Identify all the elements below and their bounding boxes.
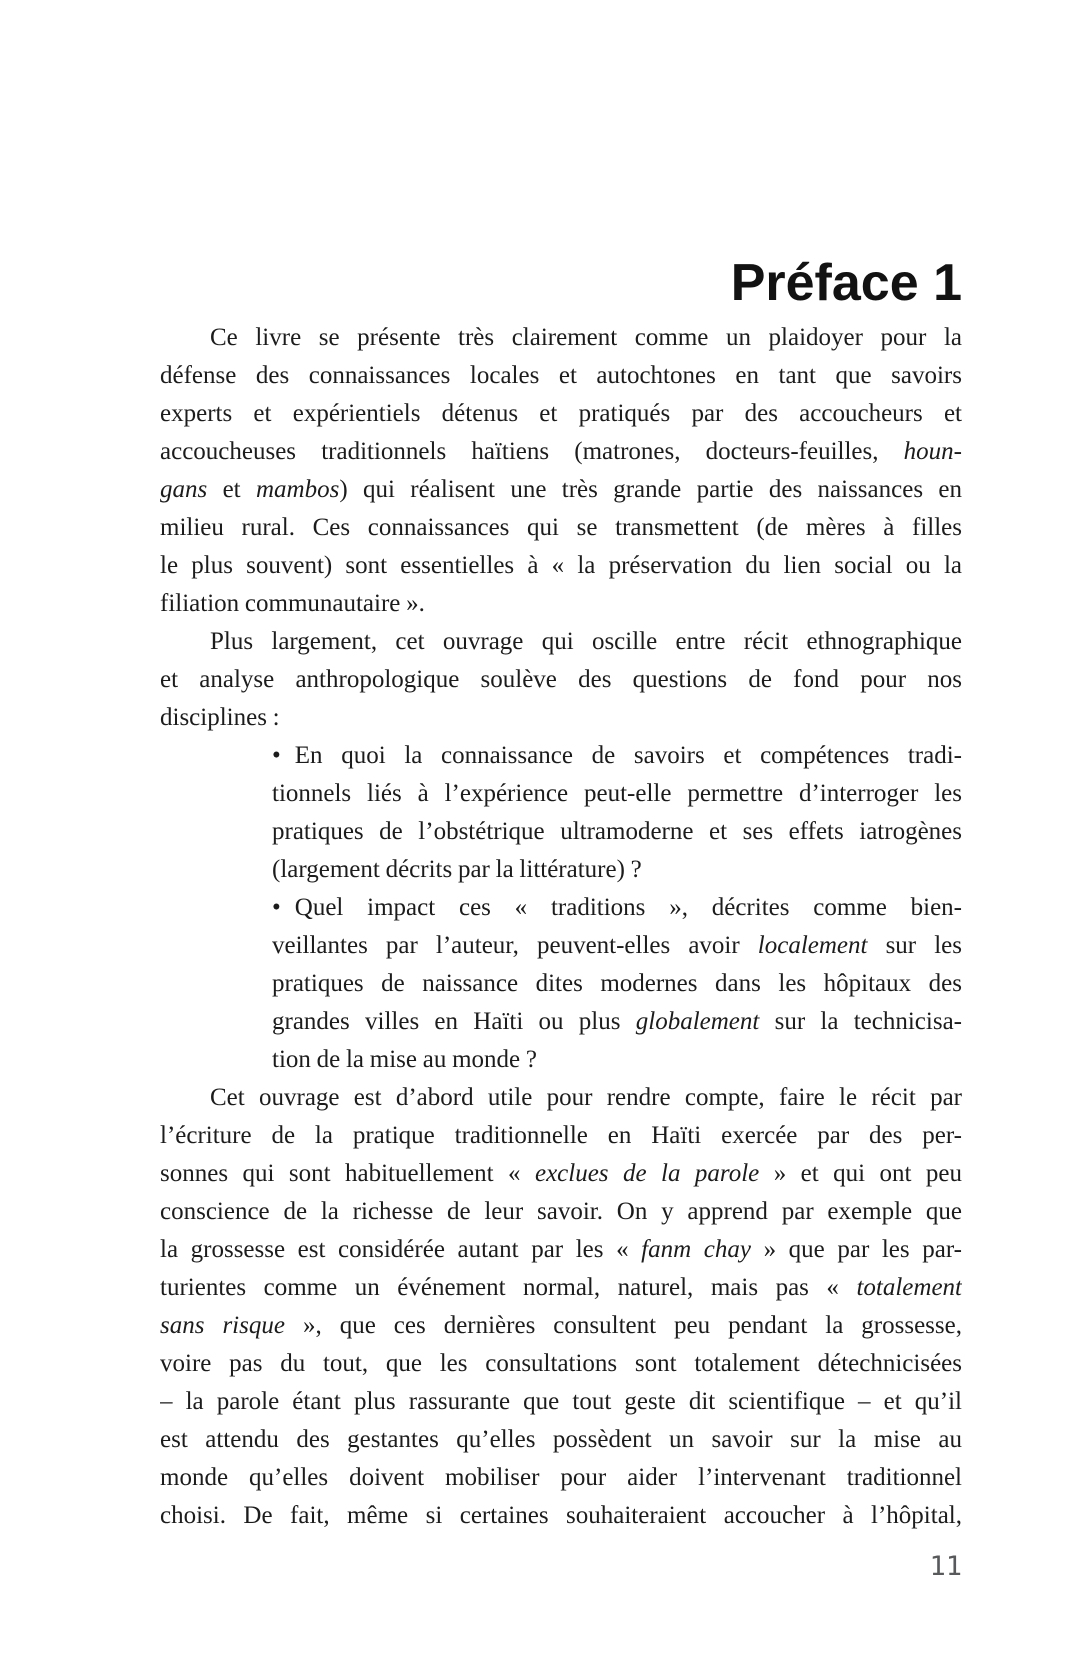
text-segment: filiation communautaire ». bbox=[160, 590, 425, 617]
text-segment: tion de la mise au monde ? bbox=[272, 1046, 537, 1073]
text-segment: défense des connaissances locales et autochtones en tant que savoirs bbox=[160, 362, 962, 389]
text-segment: est attendu des gestantes qu’elles possèdent un savoir sur la mise au bbox=[160, 1426, 962, 1453]
text-line bbox=[272, 851, 962, 889]
text-segment: sonnes qui sont habituellement « bbox=[160, 1160, 535, 1187]
text-segment: turientes comme un événement normal, naturel, mais pas « bbox=[160, 1274, 857, 1301]
text-segment: disciplines : bbox=[160, 704, 280, 731]
text-segment: » et qui ont peu bbox=[759, 1160, 962, 1187]
text-line bbox=[160, 471, 962, 509]
text-line bbox=[160, 357, 962, 395]
text-segment: voire pas du tout, que les consultations sont totalement détechnicisées bbox=[160, 1350, 962, 1377]
text-segment: pratiques de naissance dites modernes dans les hôpitaux des bbox=[272, 970, 962, 997]
italic-text: sans risque bbox=[160, 1312, 285, 1339]
text-segment: la grossesse est considérée autant par les « bbox=[160, 1236, 642, 1263]
text-line bbox=[160, 1193, 962, 1231]
bullet-item bbox=[160, 889, 962, 1079]
text-segment: et bbox=[207, 476, 256, 503]
text-line bbox=[160, 585, 962, 623]
text-segment: (largement décrits par la littérature) ? bbox=[272, 856, 642, 883]
paragraph bbox=[160, 1079, 962, 1535]
text-line bbox=[272, 737, 962, 775]
text-segment: » que par les par- bbox=[750, 1236, 962, 1263]
italic-text: houn- bbox=[903, 438, 962, 465]
text-line bbox=[272, 775, 962, 813]
text-segment: Quel impact ces « traditions », décrites comme bien- bbox=[294, 894, 962, 921]
text-segment: accoucheuses traditionnels haïtiens (matrones, docteurs-feuilles, bbox=[160, 438, 904, 465]
text-segment: tionnels liés à l’expérience peut-elle permettre d’interroger les bbox=[272, 780, 962, 807]
italic-text: exclues de la parole bbox=[534, 1160, 760, 1187]
text-line bbox=[160, 1307, 962, 1345]
text-segment: l’écriture de la pratique traditionnelle en Haïti exercée par des per- bbox=[160, 1122, 962, 1149]
page-title: Préface 1 bbox=[730, 253, 962, 312]
text-segment: conscience de la richesse de leur savoir. On y apprend par exemple que bbox=[160, 1198, 962, 1225]
bullet-item bbox=[160, 737, 962, 889]
text-line bbox=[160, 623, 962, 661]
text-segment: choisi. De fait, même si certaines souhaiteraient accoucher à l’hôpital, bbox=[160, 1502, 962, 1529]
text-segment: sur la technicisa- bbox=[759, 1008, 962, 1035]
text-segment: – la parole étant plus rassurante que tout geste dit scientifique – et qu’il bbox=[160, 1388, 962, 1415]
text-line bbox=[160, 1155, 962, 1193]
text-segment: Ce livre se présente très clairement comme un plaidoyer pour la bbox=[210, 324, 962, 351]
text-line bbox=[160, 433, 962, 471]
text-line bbox=[272, 965, 962, 1003]
text-line bbox=[160, 661, 962, 699]
text-segment: milieu rural. Ces connaissances qui se transmettent (de mères à filles bbox=[160, 514, 962, 541]
text-segment: monde qu’elles doivent mobiliser pour aider l’intervenant traditionnel bbox=[160, 1464, 962, 1491]
text-segment: et analyse anthropologique soulève des questions de fond pour nos bbox=[160, 666, 962, 693]
text-segment: grandes villes en Haïti ou plus bbox=[272, 1008, 636, 1035]
text-line bbox=[160, 395, 962, 433]
italic-text: fanm chay bbox=[641, 1236, 751, 1263]
text-line bbox=[160, 1269, 962, 1307]
text-segment: », que ces dernières consultent peu pendant la grossesse, bbox=[284, 1312, 962, 1339]
text-line bbox=[272, 813, 962, 851]
italic-text: totalement bbox=[856, 1274, 962, 1301]
body-text bbox=[160, 319, 962, 1535]
text-line bbox=[160, 1345, 962, 1383]
italic-text: localement bbox=[757, 932, 868, 959]
text-segment: le plus souvent) sont essentielles à « la préservation du lien social ou la bbox=[160, 552, 962, 579]
bullet-icon: • bbox=[272, 894, 281, 921]
text-segment: Plus largement, cet ouvrage qui oscille entre récit ethnographique bbox=[210, 628, 962, 655]
text-line bbox=[272, 927, 962, 965]
italic-text: globalement bbox=[635, 1008, 760, 1035]
text-line bbox=[160, 699, 962, 737]
text-line bbox=[160, 1459, 962, 1497]
text-line bbox=[160, 1079, 962, 1117]
italic-text: gans bbox=[160, 476, 208, 503]
text-line bbox=[272, 1041, 962, 1079]
text-line bbox=[160, 547, 962, 585]
text-line bbox=[160, 1497, 962, 1535]
text-line bbox=[160, 509, 962, 547]
text-segment: En quoi la connaissance de savoirs et compétences tradi- bbox=[294, 742, 962, 769]
page-number: 11 bbox=[929, 1551, 962, 1582]
text-segment: veillantes par l’auteur, peuvent-elles avoir bbox=[272, 932, 758, 959]
bullet-icon: • bbox=[272, 742, 281, 769]
paragraph bbox=[160, 623, 962, 737]
text-segment: sur les bbox=[867, 932, 962, 959]
paragraph bbox=[160, 319, 962, 623]
text-line bbox=[160, 1117, 962, 1155]
text-line bbox=[272, 1003, 962, 1041]
text-line bbox=[160, 1231, 962, 1269]
text-line bbox=[160, 1421, 962, 1459]
text-segment: Cet ouvrage est d’abord utile pour rendre compte, faire le récit par bbox=[210, 1084, 962, 1111]
text-line bbox=[272, 889, 962, 927]
italic-text: mambos bbox=[255, 476, 340, 503]
text-line bbox=[160, 319, 962, 357]
text-segment: ) qui réalisent une très grande partie des naissances en bbox=[339, 476, 962, 503]
text-segment: pratiques de l’obstétrique ultramoderne et ses effets iatrogènes bbox=[272, 818, 962, 845]
text-segment: experts et expérientiels détenus et pratiqués par des accoucheurs et bbox=[160, 400, 962, 427]
text-line bbox=[160, 1383, 962, 1421]
